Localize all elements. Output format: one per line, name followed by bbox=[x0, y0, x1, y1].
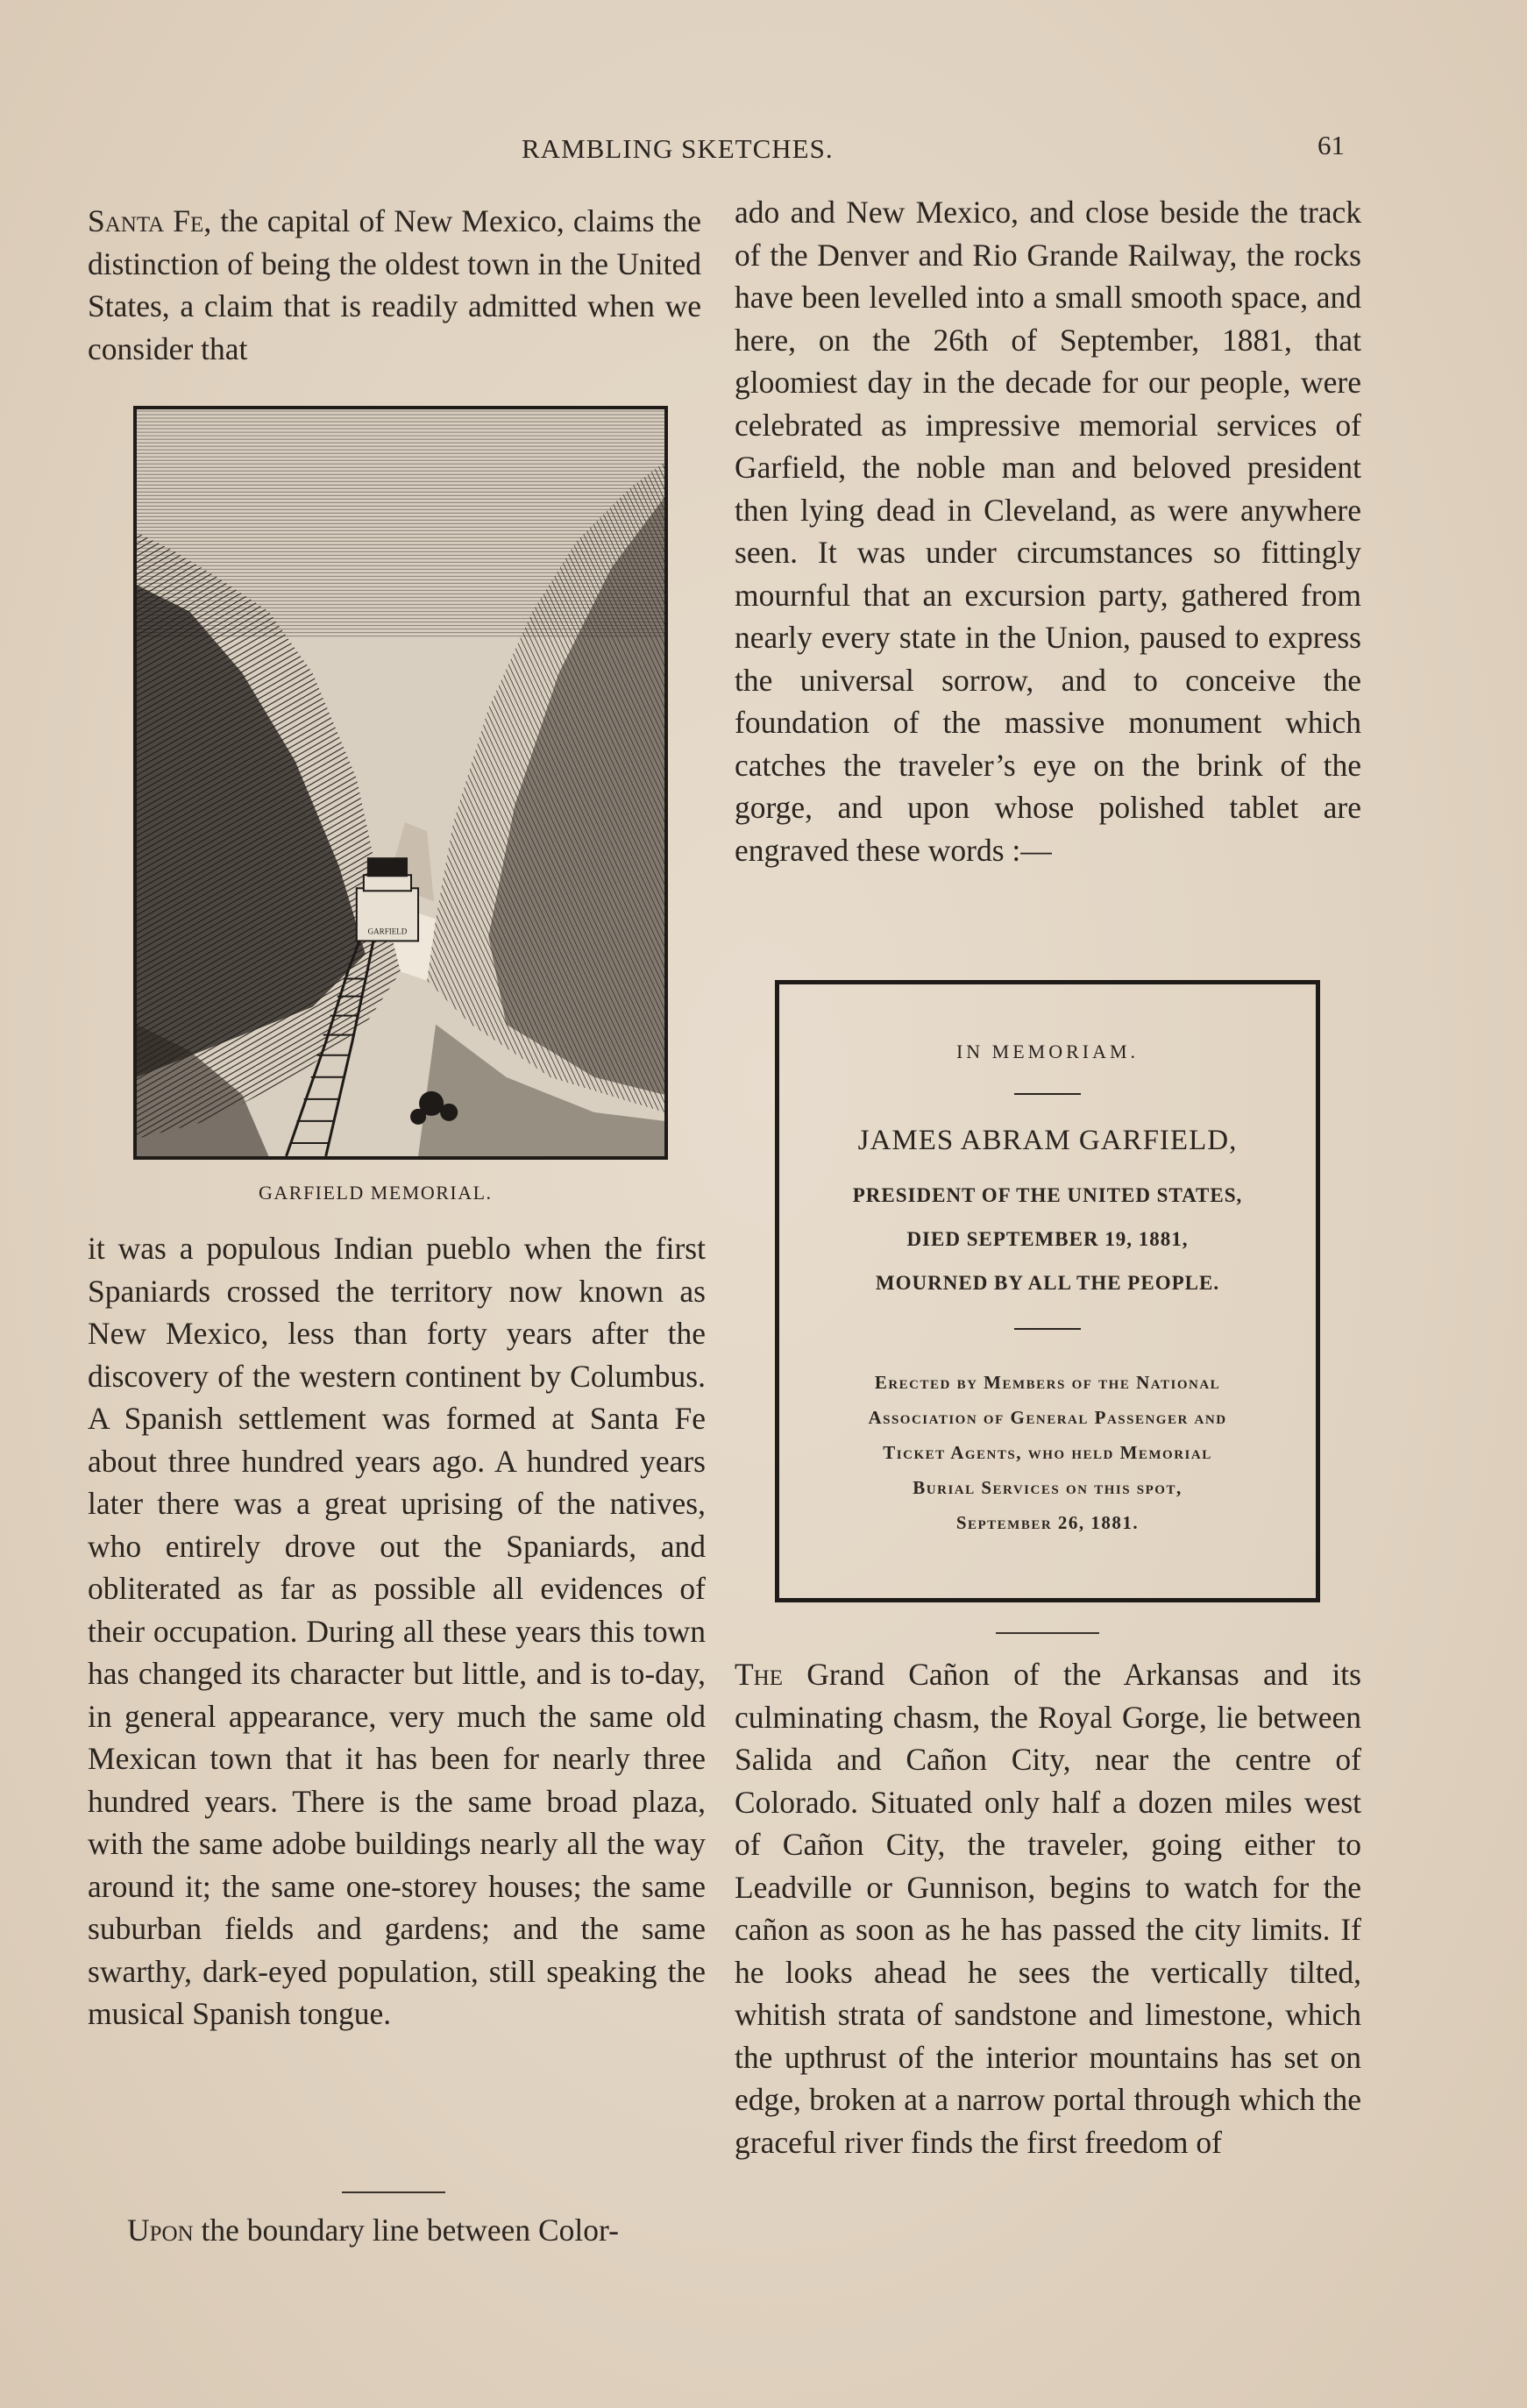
paragraph-boundary-line bbox=[127, 2209, 706, 2252]
left-column-top bbox=[88, 200, 701, 370]
tablet-line-mourned: MOURNED BY ALL THE PEOPLE. bbox=[875, 1272, 1220, 1294]
dropcap-santa-fe: Santa Fe, bbox=[88, 203, 212, 238]
right-column-bottom bbox=[735, 1653, 1361, 2163]
section-divider-right bbox=[996, 1632, 1099, 1634]
paragraph-memorial-services: ado and New Mexico, and close beside the track of the Denver and Rio Grande Railway, the rocks have been levelled into a small smooth space, and here, on the 26th of September, 1881, that gloomiest day in the decade for our people, were celebrated as impressive memorial services of Garfield, the noble man and beloved president then lying dead in Cleveland, as were anywhere seen. It was under circumstances so fittingly mournful that an excursion party, gathered from nearly every state in the Union, paused to express the universal sorrow, and to conceive the foundation of the massive monument which catches the traveler’s eye on the brink of the gorge, and upon whose polished tablet are engraved these words :— bbox=[735, 195, 1361, 868]
left-column-bottom bbox=[88, 1227, 706, 2035]
tablet-erected-line: Ticket Agents, who held Memorial bbox=[883, 1442, 1212, 1463]
tablet-erected-line: Burial Services on this spot, bbox=[913, 1477, 1183, 1498]
engraving-illustration bbox=[137, 409, 664, 1156]
page-number: 61 bbox=[1317, 130, 1345, 160]
memorial-tablet bbox=[775, 980, 1320, 1602]
tablet-heading: IN MEMORIAM. bbox=[955, 1041, 1140, 1062]
section-divider-left bbox=[342, 2191, 445, 2193]
right-column-top bbox=[735, 191, 1361, 871]
paragraph-santa-fe-continued: it was a populous Indian pueblo when the first Spaniards crossed the territory now known as New Mexico, less than forty years after the discovery of the western continent by Columbus. A Spanish settlement was formed at Santa Fe about three hundred years ago. A hundred years later there was a great uprising of the natives, who entirely drove out the Spaniards, and obliterated as far as possible all evidences of their occupation. During all these years this town has changed its character but little, and is to-day, in general appearance, very much the same old Mexican town that it has been for nearly three hundred years. There is the same broad plaza, with the same adobe buildings nearly all the way around it; the same one-storey houses; the same suburban fields and gardens; and the same swarthy, dark-eyed population, still speaking the musical Spanish tongue. bbox=[88, 1231, 706, 2031]
tablet-name: JAMES ABRAM GARFIELD, bbox=[857, 1125, 1238, 1156]
tablet-divider bbox=[1014, 1093, 1081, 1095]
dropcap-upon: Upon bbox=[127, 2213, 194, 2248]
monument-inscription: GARFIELD bbox=[367, 927, 408, 936]
left-column-last bbox=[127, 2209, 706, 2252]
tablet-line-died: DIED SEPTEMBER 19, 1881, bbox=[906, 1228, 1189, 1250]
garfield-memorial-engraving bbox=[133, 406, 668, 1160]
tablet-erected-line: Erected by Members of the National bbox=[874, 1372, 1221, 1393]
figure-caption: GARFIELD MEMORIAL. bbox=[259, 1182, 493, 1204]
paragraph-text: the boundary line between Color- bbox=[193, 2213, 619, 2248]
paragraph-grand-canon bbox=[735, 1653, 1361, 2163]
paragraph-santa-fe-intro bbox=[88, 200, 701, 370]
tablet-line-president: PRESIDENT OF THE UNITED STATES, bbox=[852, 1184, 1243, 1206]
running-header: RAMBLING SKETCHES. bbox=[522, 133, 834, 164]
paragraph-text: the capital of New Mexico, claims the distinction of being the oldest town in the United States, a claim that is readily admitted when we consider that bbox=[88, 203, 701, 366]
tablet-erected-line: Association of General Passenger and bbox=[868, 1407, 1227, 1428]
tablet-divider bbox=[1014, 1328, 1081, 1330]
paragraph-text: Grand Cañon of the Arkansas and its culminating chasm, the Royal Gorge, lie between Salida and Cañon City, near the centre of Colorado. Situated only half a dozen miles west of Cañon City, the traveler, going either to Leadville or Gunnison, begins to watch for the cañon as soon as he has passed the city limits. If he looks ahead he sees the vertically tilted, whitish strata of sandstone and limestone, which the upthrust of the interior mountains has set on edge, broken at a narrow portal through which the graceful river finds the first freedom of bbox=[735, 1657, 1361, 2160]
tablet-erected-line: September 26, 1881. bbox=[955, 1512, 1140, 1533]
dropcap-the: The bbox=[735, 1657, 784, 1692]
